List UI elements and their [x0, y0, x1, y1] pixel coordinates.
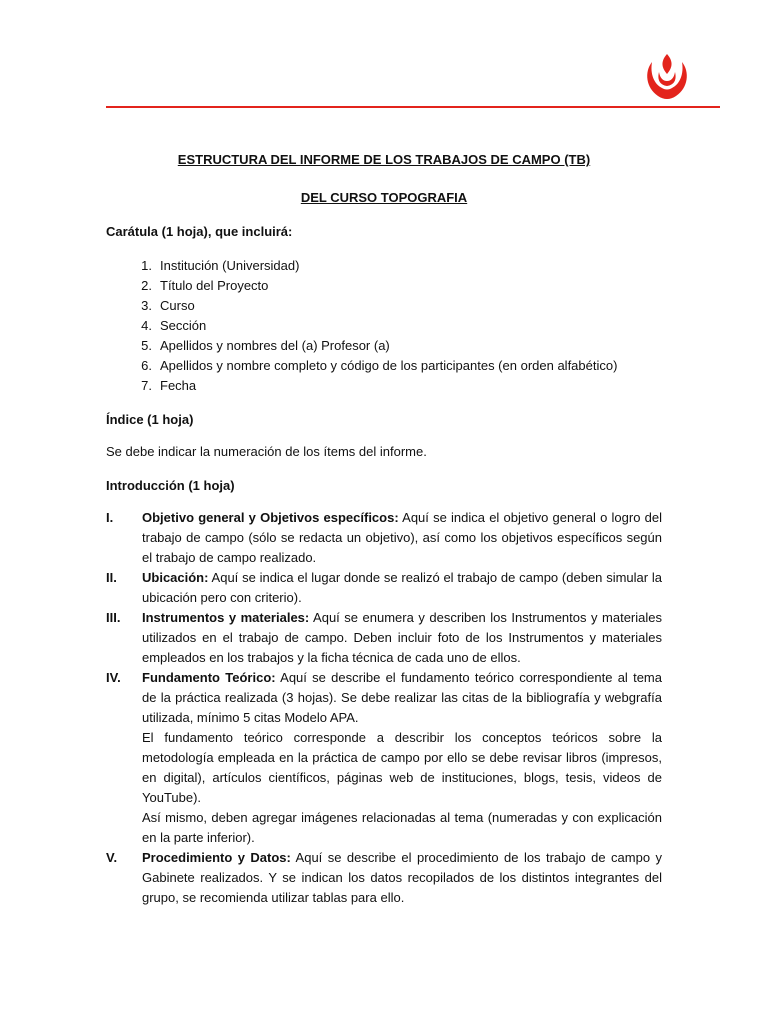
caratula-item-text: Fecha — [160, 378, 197, 393]
caratula-item-number: 5. — [141, 338, 152, 353]
caratula-item-text: Institución (Universidad) — [160, 258, 300, 273]
section-number: III. — [106, 610, 121, 625]
section-text: Aquí se describe el fundamento teórico correspondiente al tema de la práctica realizada (3 hojas). Se debe realizar las citas de la bibliografía y webgrafía utilizada, mínimo 5 citas Modelo APA. — [142, 670, 662, 725]
section-text: El fundamento teórico corresponde a describir los conceptos teóricos sobre la metodología empleada en la práctica de campo por ello se debe revisar libros (impresos, en digital), artículos científicos, páginas web de instituciones, blogs, tesis, videos de YouTube). — [142, 730, 662, 805]
caratula-item-number: 6. — [141, 358, 152, 373]
section-body — [142, 568, 662, 608]
document-body — [106, 150, 662, 908]
caratula-item-number: 7. — [141, 378, 152, 393]
caratula-item-text: Curso — [160, 298, 195, 313]
section-text: Así mismo, deben agregar imágenes relacionadas al tema (numeradas y con explicación en la parte inferior). — [142, 810, 662, 845]
caratula-item — [106, 336, 662, 356]
caratula-item — [106, 376, 662, 396]
section-paragraph — [142, 508, 662, 568]
section-text: Aquí se indica el lugar donde se realizó el trabajo de campo (deben simular la ubicación pero con criterio). — [142, 570, 662, 605]
intro-heading: Introducción (1 hoja) — [106, 478, 235, 493]
indice-text: Se debe indicar la numeración de los ítems del informe. — [106, 444, 427, 459]
section-item — [106, 668, 662, 848]
header-rule — [106, 106, 720, 108]
section-lead: Ubicación: — [142, 570, 209, 585]
section-body — [142, 668, 662, 848]
section-number: IV. — [106, 670, 121, 685]
section-text: Aquí se describe el procedimiento de los trabajo de campo y Gabinete realizados. Y se indican los datos recopilados de los distintos integrantes del grupo, se recomienda utilizar tablas para ello. — [142, 850, 662, 905]
caratula-item — [106, 296, 662, 316]
section-paragraph — [142, 568, 662, 608]
caratula-list — [106, 256, 662, 396]
caratula-item — [106, 356, 662, 376]
caratula-item-text: Título del Proyecto — [160, 278, 269, 293]
section-body — [142, 848, 662, 908]
caratula-item-number: 4. — [141, 318, 152, 333]
section-text: Aquí se enumera y describen los Instrumentos y materiales utilizados en el trabajo de campo. Deben incluir foto de los Instrumentos y materiales empleados en los trabajos y la ficha técnica de cada uno de ellos. — [142, 610, 662, 665]
upc-flame-logo-icon — [640, 52, 694, 102]
section-lead: Procedimiento y Datos: — [142, 850, 291, 865]
sections-list — [106, 508, 662, 908]
section-text: Aquí se indica el objetivo general o logro del trabajo de campo (sólo se redacta un objetivo), así como los objetivos específicos según el trabajo de campo realizado. — [142, 510, 662, 565]
section-paragraph — [142, 668, 662, 728]
section-lead: Instrumentos y materiales: — [142, 610, 310, 625]
document-subtitle: DEL CURSO TOPOGRAFIA — [300, 190, 468, 205]
caratula-item — [106, 316, 662, 336]
section-lead: Objetivo general y Objetivos específicos: — [142, 510, 399, 525]
section-lead: Fundamento Teórico: — [142, 670, 276, 685]
section-number: I. — [106, 510, 114, 525]
section-item — [106, 608, 662, 668]
section-item — [106, 568, 662, 608]
caratula-heading: Carátula (1 hoja), que incluirá: — [106, 224, 293, 239]
caratula-item-text: Sección — [160, 318, 207, 333]
section-paragraph — [142, 728, 662, 808]
caratula-item-text: Apellidos y nombres del (a) Profesor (a) — [160, 338, 390, 353]
section-number: II. — [106, 570, 117, 585]
caratula-item-number: 2. — [141, 278, 152, 293]
section-paragraph — [142, 808, 662, 848]
caratula-item-text: Apellidos y nombre completo y código de los participantes (en orden alfabético) — [160, 358, 618, 373]
caratula-item — [106, 256, 662, 276]
section-item — [106, 508, 662, 568]
caratula-item-number: 1. — [141, 258, 152, 273]
section-body — [142, 608, 662, 668]
indice-heading: Índice (1 hoja) — [106, 412, 194, 427]
document-title: ESTRUCTURA DEL INFORME DE LOS TRABAJOS DE CAMPO (TB) — [177, 152, 591, 167]
caratula-item — [106, 276, 662, 296]
section-item — [106, 848, 662, 908]
section-paragraph — [142, 848, 662, 908]
caratula-item-number: 3. — [141, 298, 152, 313]
section-number: V. — [106, 850, 118, 865]
section-paragraph — [142, 608, 662, 668]
section-body — [142, 508, 662, 568]
